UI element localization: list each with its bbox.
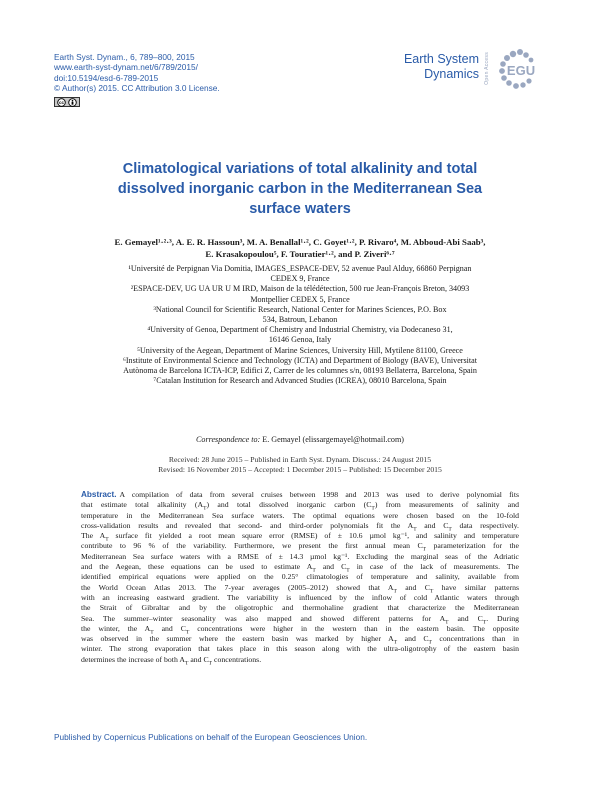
dates-line: Revised: 16 November 2015 – Accepted: 1 December 2015 – Published: 15 December 2015 bbox=[158, 465, 442, 475]
license: © Author(s) 2015. CC Attribution 3.0 License. bbox=[54, 83, 220, 94]
article-meta bbox=[54, 52, 220, 94]
affiliation-line: ⁶Institute of Environmental Science and Technology (ICTA) and Department of Biology (BAVE), Universitat bbox=[123, 355, 477, 365]
egu-logo bbox=[493, 48, 545, 90]
affiliations bbox=[60, 264, 540, 386]
svg-text:EGU: EGU bbox=[506, 63, 536, 78]
abstract-line: the winter, the $A_T$ and $C_T$ concentrations were higher in the western than in the eastern basin. The opposite bbox=[81, 623, 519, 636]
abstract-line: determines the increase of both $A_T$ and $C_T$ concentrations. bbox=[81, 654, 262, 667]
affiliation-line: 16146 Genoa, Italy bbox=[268, 335, 332, 345]
cc-icon bbox=[57, 98, 66, 107]
affiliation-line: ²ESPACE-DEV, UG UA UR U M IRD, Maison de la télédétection, 500 rue Jean-François Breton, 34093 bbox=[130, 284, 470, 294]
abstract-line: winter. The strong evaporation that takes place in this season along with the ultra-oligotrophy of the eastern basin bbox=[81, 644, 519, 654]
abstract-line: and the Aegean, these equations can be used to estimate $A_T$ and $C_T$ in case of the lack of measurements. The bbox=[81, 562, 519, 574]
abstract-line: Mediterranean Sea surface waters with a RMSE of ± 14.3 µmol kg⁻¹. Excluding the marginal seas of the Adriatic bbox=[81, 551, 519, 561]
abstract-line: contribute to 96 % of the variability. Furthermore, we present the first annual mean $C_T$ parameterization for the bbox=[81, 541, 519, 554]
abstract-line: cross-validation results and revealed that second- and third-order polynomials fit the $A_T$ and $C_T$ data respectively. bbox=[81, 520, 519, 533]
abstract bbox=[81, 490, 519, 665]
abstract-line: the Strait of Gibraltar and by the oligotrophic and thermohaline gradient that characterize the Mediterranean bbox=[81, 603, 519, 613]
affiliation-line: Montpellier CEDEX 5, France bbox=[250, 294, 350, 304]
open-access-label: Open Access bbox=[484, 52, 490, 85]
correspondence bbox=[60, 435, 540, 444]
abstract-line: identified empirical equations were applied on the 0.25° climatologies of temperature and salinity, available from bbox=[81, 572, 519, 582]
attribution-icon bbox=[68, 98, 77, 107]
correspondence-label: Correspondence to: bbox=[196, 435, 261, 444]
author-list: E. Gemayel¹·²·³, A. E. R. Hassoun³, M. A. Benallal¹·², C. Goyet¹·², P. Rivaro⁴, M. Abboud-Abi Saab³, E. Krasakopoulou⁵, F. Touratier¹·², and P. Ziveri⁶·⁷ bbox=[114, 237, 486, 259]
affiliation-line: ⁷Catalan Institution for Research and Advanced Studies (ICREA), 08010 Barcelona, Spain bbox=[153, 376, 447, 386]
affiliation-line: Autònoma de Barcelona ICTA-ICP, Edifici Z, Carrer de les columnes s/n, 08193 Bellaterra, Barcelona, Spain bbox=[123, 366, 477, 376]
citation: Earth Syst. Dynam., 6, 789–800, 2015 bbox=[54, 52, 195, 62]
abstract-line: with an increasing eastward gradient. The variability is influenced by the inflow of cold Atlantic waters through bbox=[81, 592, 519, 602]
abstract-line: was observed in the summer where the eastern basin was marked by higher $A_T$ and $C_T$ concentrations than in bbox=[81, 634, 519, 646]
publication-dates bbox=[60, 455, 540, 476]
dates-line: Received: 28 June 2015 – Published in Earth Syst. Dynam. Discuss.: 24 August 2015 bbox=[168, 455, 432, 464]
affiliation-line: ⁴University of Genoa, Department of Chemistry and Industrial Chemistry, via Dodecaneso 31, bbox=[147, 325, 453, 335]
affiliation-line: 534, Batroun, Lebanon bbox=[262, 315, 338, 325]
abstract-label: Abstract. bbox=[81, 490, 117, 499]
abstract-line: temperature in the Mediterranean Sea surface waters. The optimal equations were chosen based on the 10-fold bbox=[81, 510, 519, 520]
affiliation-line: CEDEX 9, France bbox=[270, 274, 330, 284]
svg-text:cc: cc bbox=[58, 99, 65, 105]
paper-title: Climatological variations of total alkalinity and total dissolved inorganic carbon in the Mediterranean Sea surface waters bbox=[117, 161, 483, 217]
article-url[interactable]: www.earth-syst-dynam.net/6/789/2015/ bbox=[54, 62, 198, 73]
affiliation-line: ³National Council for Scientific Research, National Center for Marines Sciences, P.O. Box bbox=[153, 304, 447, 314]
abstract-line: The $A_T$ surface fit yielded a root mean square error (RMSE) of ± 10.6 µmol kg⁻¹, and salinity and temperature bbox=[81, 531, 519, 543]
journal-brand bbox=[403, 48, 551, 94]
publisher-footer: Published by Copernicus Publications on behalf of the European Geosciences Union. bbox=[54, 732, 368, 742]
affiliation-line: ⁵University of the Aegean, Department of Marine Sciences, University Hill, Mytilene 81100, Greece bbox=[137, 345, 463, 355]
cc-license-badge[interactable] bbox=[54, 97, 80, 107]
abstract-line: the World Ocean Atlas 2013. The 7-year averages (2005–2012) showed that $A_T$ and $C_T$ have similar patterns bbox=[81, 582, 519, 595]
doi[interactable]: doi:10.5194/esd-6-789-2015 bbox=[54, 72, 159, 83]
abstract-line: A compilation of data from several cruises between 1998 and 2013 was used to derive polynomial fits bbox=[119, 490, 519, 499]
affiliation-line: ¹Université de Perpignan Via Domitia, IMAGES_ESPACE-DEV, 52 avenue Paul Alduy, 66860 Perpignan bbox=[128, 264, 472, 273]
journal-name: Earth System Dynamics bbox=[403, 52, 479, 81]
correspondence-email[interactable]: E. Gemayel (elissargemayel@hotmail.com) bbox=[262, 435, 404, 444]
abstract-line: that estimate total alkalinity $(A_T)$ and total dissolved inorganic carbon $(C_T)$ from measurements of salinity and bbox=[81, 500, 519, 512]
abstract-line: Sea. The summer–winter seasonality was also mapped and showed different patterns for $A_T$ and $C_T$. During bbox=[81, 613, 519, 626]
